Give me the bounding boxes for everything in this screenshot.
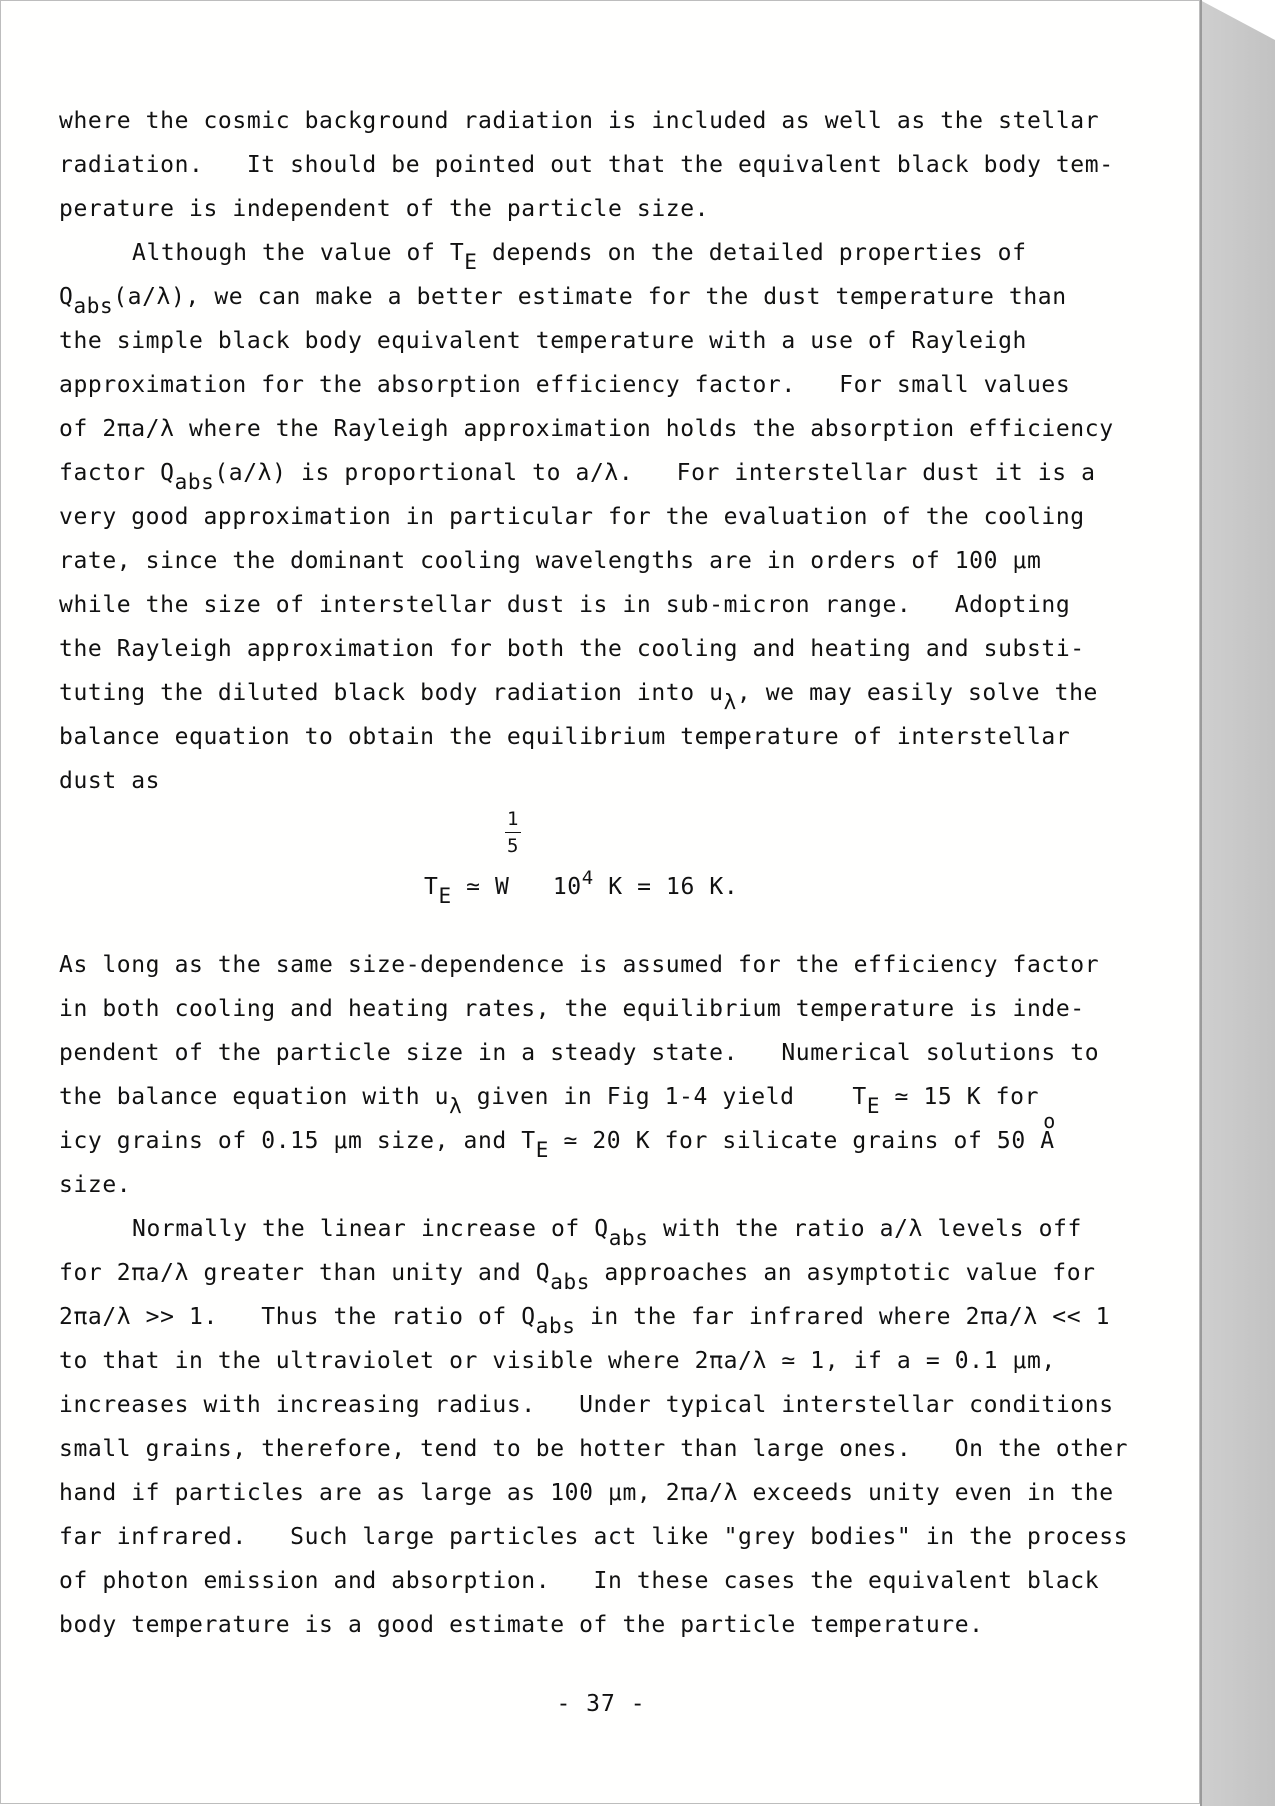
text-line: tuting the diluted black body radiation into $u_\lambda$, we may easily solve the xyxy=(59,680,1099,714)
text-line: radiation. It should be pointed out that the equivalent black body tem- xyxy=(59,152,1114,178)
text-line: of photon emission and absorption. In these cases the equivalent black xyxy=(59,1568,1100,1594)
text-line: for 2πa/λ greater than unity and $Q_{abs}$ approaches an asymptotic value for xyxy=(59,1260,1096,1294)
text-line: rate, since the dominant cooling wavelengths are in orders of 100 μm xyxy=(59,548,1042,574)
text-line: body temperature is a good estimate of the particle temperature. xyxy=(59,1612,984,1638)
text-line: of 2πa/λ where the Rayleigh approximation holds the absorption efficiency xyxy=(59,416,1114,442)
text-line: pendent of the particle size in a steady state. Numerical solutions to xyxy=(59,1040,1100,1066)
text-line: in both cooling and heating rates, the equilibrium temperature is inde- xyxy=(59,996,1085,1022)
text-line: 2πa/λ >> 1. Thus the ratio of $Q_{abs}$ in the far infrared where 2πa/λ << 1 xyxy=(59,1304,1111,1338)
text-line: the balance equation with $u_\lambda$ given in Fig 1-4 yield $T_E$ ≃ 15 K for xyxy=(59,1084,1040,1118)
angstrom-symbol: o A xyxy=(1040,1119,1054,1163)
text-line: dust as xyxy=(59,768,161,794)
angstrom-ring: o xyxy=(1043,1109,1056,1133)
text-line: $Q_{abs}(a/\lambda)$, we can make a better estimate for the dust temperature than xyxy=(59,284,1067,318)
text-line: Normally the linear increase of $Q_{abs}$ with the ratio a/λ levels off xyxy=(132,1216,1082,1250)
text-line: balance equation to obtain the equilibrium temperature of interstellar xyxy=(59,724,1071,750)
text-line: factor $Q_{abs}(a/\lambda)$ is proportional to a/λ. For interstellar dust it is a xyxy=(59,460,1096,494)
text-line: perature is independent of the particle size. xyxy=(59,196,710,222)
text-line: hand if particles are as large as 100 μm, 2πa/λ exceeds unity even in the xyxy=(59,1480,1114,1506)
text-line: the simple black body equivalent temperature with a use of Rayleigh xyxy=(59,328,1027,354)
text-line: Although the value of $T_E$ depends on the detailed properties of xyxy=(132,240,1027,274)
exponent-fraction: 1 5 xyxy=(506,808,520,857)
body-text xyxy=(59,99,1139,1647)
text-line: far infrared. Such large particles act like "grey bodies" in the process xyxy=(59,1524,1129,1550)
text-line: where the cosmic background radiation is included as well as the stellar xyxy=(59,108,1100,134)
text-line: while the size of interstellar dust is in sub-micron range. Adopting xyxy=(59,592,1071,618)
text-line: size. xyxy=(59,1172,132,1198)
text-line: to that in the ultraviolet or visible where 2πa/λ ≃ 1, if a = 0.1 μm, xyxy=(59,1348,1056,1374)
page-number: - 37 - xyxy=(556,1691,646,1717)
page-divider xyxy=(1200,0,1202,1806)
equation xyxy=(59,803,1139,943)
text-line: As long as the same size-dependence is assumed for the efficiency factor xyxy=(59,952,1100,978)
equation-body: $T_E$ ≃ W $10^4$ K = 16 K. xyxy=(424,867,739,908)
text-line: small grains, therefore, tend to be hotter than large ones. On the other xyxy=(59,1436,1129,1462)
fraction-bar xyxy=(505,832,521,833)
text-line: increases with increasing radius. Under typical interstellar conditions xyxy=(59,1392,1114,1418)
text-line: the Rayleigh approximation for both the cooling and heating and substi- xyxy=(59,636,1085,662)
page-stack-edge xyxy=(1200,0,1275,1806)
text-line: approximation for the absorption efficiency factor. For small values xyxy=(59,372,1071,398)
text-line: icy grains of 0.15 μm size, and $T_E$ ≃ 20 K for silicate grains of 50 o A xyxy=(59,1119,1139,1163)
text-line: very good approximation in particular for the evaluation of the cooling xyxy=(59,504,1085,530)
